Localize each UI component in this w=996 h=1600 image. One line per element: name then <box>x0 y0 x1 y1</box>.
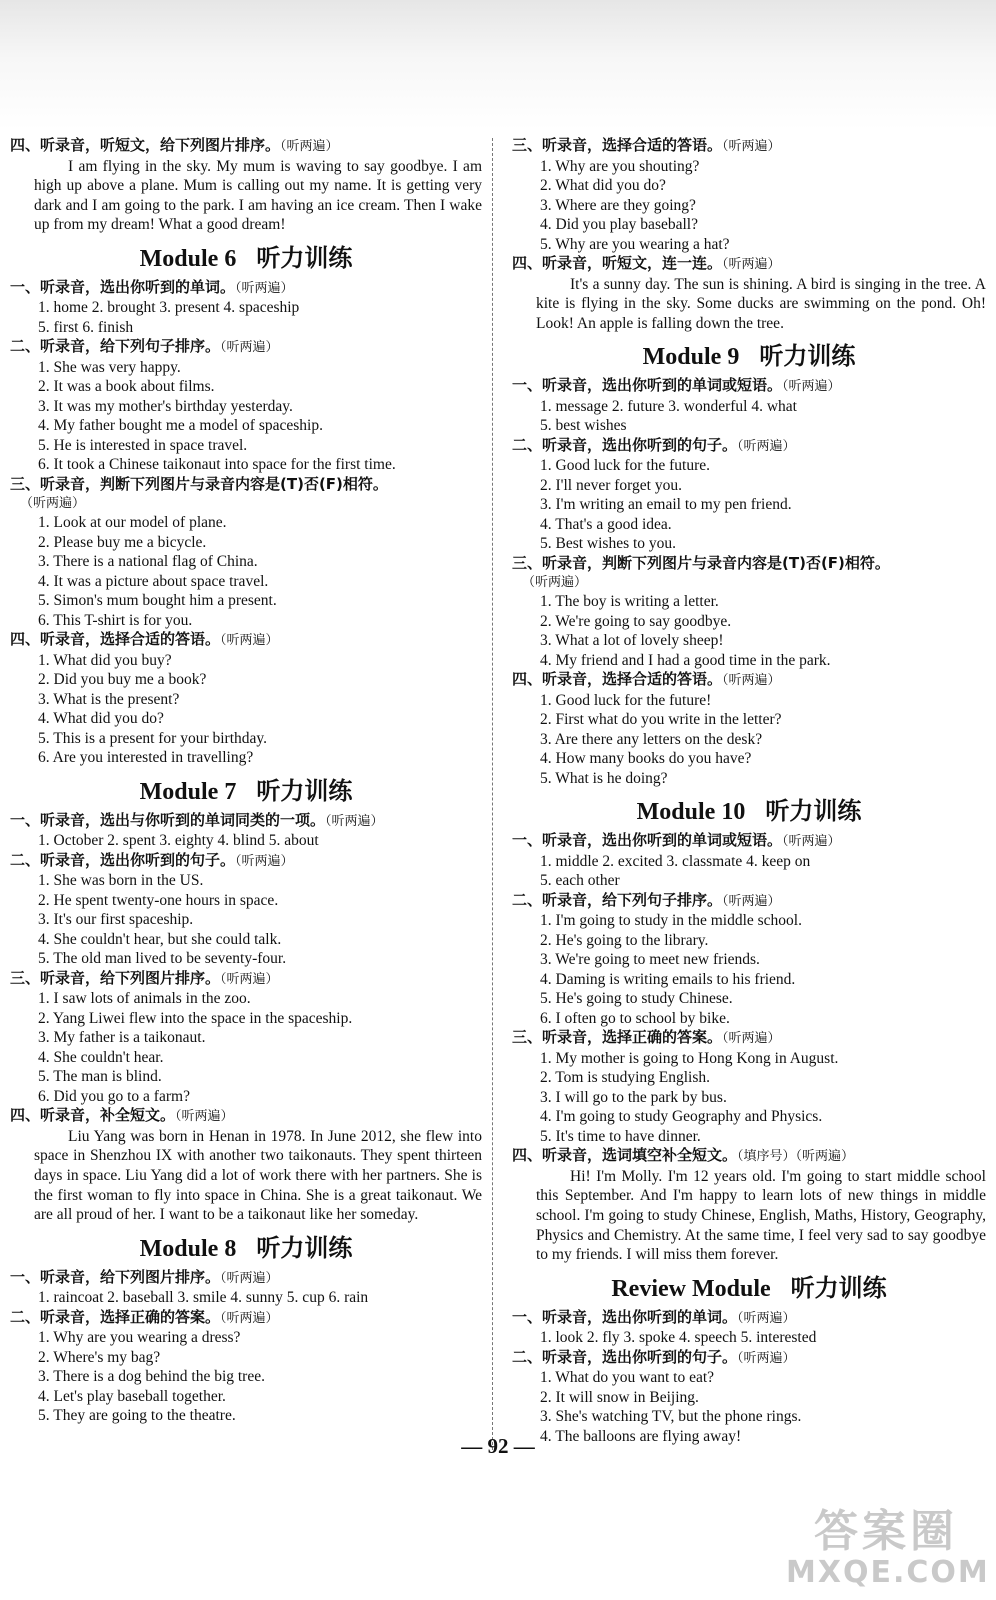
list-item: 2. It was a book about films. <box>38 378 215 396</box>
passage-text: Liu Yang was born in Henan in 1978. In June 2012, she flew into space in Shenzhou IX with another two taikonauts. They spent thirteen days in space. Liu Yang did a lot of work there with her partners. She is the first woman to fly into space in China. She is a great taikonaut. We are all proud of her. I want to be a taikonaut like her someday. <box>34 1127 482 1224</box>
section-instruction <box>512 891 986 912</box>
list-item: 2. He's going to the library. <box>540 931 709 949</box>
list-item: 3. She's watching TV, but the phone rings. <box>540 1408 802 1426</box>
list-item: 3. What a lot of lovely sheep! <box>540 632 724 650</box>
instruction-note: （听两遍） <box>220 633 279 649</box>
list-item: 1. I saw lots of animals in the zoo. <box>38 990 251 1008</box>
list-item: 4. That's a good idea. <box>540 515 672 533</box>
list-item: 1. Good luck for the future! <box>540 691 712 709</box>
section-instruction <box>512 254 986 275</box>
instruction-text: 一、听录音，给下列图片排序。 <box>10 1267 221 1286</box>
list-item: 4. My father bought me a model of spaceship. <box>38 417 323 435</box>
list-item: 1. look 2. fly 3. spoke 4. speech 5. interested <box>540 1329 817 1347</box>
list-item: 1. raincoat 2. baseball 3. smile 4. sunny 5. cup 6. rain <box>38 1289 369 1307</box>
module-subtitle: 听力训练 <box>256 776 353 805</box>
module-subtitle: 听力训练 <box>759 342 856 371</box>
list-item: 1. message 2. future 3. wonderful 4. what <box>540 397 797 415</box>
passage-text: I am flying in the sky. My mum is waving to say goodbye. I am high up above a plane. Mum is calling out my name. It is getting very dark and I am going to the park. I am having an ice cream. Then I wake up from my dream! What a good dream! <box>34 157 482 234</box>
module-subtitle: 听力训练 <box>256 243 353 272</box>
watermark-logo <box>786 1506 990 1594</box>
instruction-text: 三、听录音，选择正确的答案。 <box>512 1028 723 1047</box>
list-item: 5. This is a present for your birthday. <box>38 729 268 747</box>
instruction-note: （听两遍） <box>722 1031 781 1047</box>
list-item: 2. Where's my bag? <box>38 1348 161 1366</box>
section-instruction <box>512 136 986 157</box>
instruction-text: 四、听录音，听短文，给下列图片排序。 <box>10 136 281 154</box>
module-subtitle: 听力训练 <box>765 797 862 826</box>
instruction-note: （听两遍） <box>20 496 86 512</box>
list-item: 1. Good luck for the future. <box>540 457 711 475</box>
section-instruction <box>512 436 986 457</box>
module-title: Review Module <box>611 1275 771 1302</box>
module-heading <box>512 339 986 374</box>
module-heading <box>10 1231 482 1266</box>
list-item: 4. She couldn't hear, but she could talk. <box>38 930 282 948</box>
instruction-text: 四、听录音，选择合适的答语。 <box>10 630 221 649</box>
list-item: 1. Why are you wearing a dress? <box>38 1329 241 1347</box>
left-column <box>10 136 482 1426</box>
instruction-note: （听两遍） <box>220 340 279 356</box>
section-instruction <box>512 554 986 574</box>
instruction-text: 二、听录音，选出你听到的句子。 <box>10 850 236 869</box>
list-item: 3. Are there any letters on the desk? <box>540 730 763 748</box>
page-number: — 92 — <box>461 1434 535 1458</box>
list-item: 3. There is a national flag of China. <box>38 553 258 571</box>
list-item: 3. It's our first spaceship. <box>38 911 194 929</box>
list-item: 2. What did you do? <box>540 177 666 194</box>
list-item: 2. It will snow in Beijing. <box>540 1388 699 1406</box>
list-item: 3. Where are they going? <box>540 196 696 214</box>
instruction-note: （听两遍） <box>220 971 279 987</box>
instruction-text: 四、听录音，选词填空补全短文。 <box>512 1146 738 1165</box>
instruction-note: （听两遍） <box>220 1270 279 1286</box>
list-item: 2. Did you buy me a book? <box>38 671 207 689</box>
list-item: 1. home 2. brought 3. present 4. spaceship <box>38 299 300 317</box>
list-item: 1. What did you buy? <box>38 651 172 669</box>
list-item: 2. First what do you write in the letter? <box>540 711 782 729</box>
list-item: 1. What do you want to eat? <box>540 1369 715 1387</box>
list-item: 6. It took a Chinese taikonaut into space for the first time. <box>38 456 396 474</box>
list-item: 5. It's time to have dinner. <box>540 1127 701 1145</box>
list-item: 1. Why are you shouting? <box>540 157 700 175</box>
list-item: 4. Did you play baseball? <box>540 216 698 233</box>
module-title: Module 8 <box>139 1235 237 1262</box>
instruction-note: （听两遍） <box>722 139 781 154</box>
module-heading <box>512 1271 986 1306</box>
list-item: 1. The boy is writing a letter. <box>540 593 719 611</box>
instruction-text: 一、听录音，选出与你听到的单词同类的一项。 <box>10 810 326 829</box>
list-item: 5. The man is blind. <box>38 1068 162 1086</box>
list-item: 5. Simon's mum bought him a present. <box>38 592 277 610</box>
instruction-text: 二、听录音，选择正确的答案。 <box>10 1307 221 1326</box>
list-item: 4. Daming is writing emails to his friend. <box>540 970 796 988</box>
list-item: 3. We're going to meet new friends. <box>540 951 760 969</box>
instruction-text: 四、听录音，听短文，连一连。 <box>512 254 723 272</box>
scan-top-shading <box>0 0 996 130</box>
instruction-text: 二、听录音，选出你听到的句子。 <box>512 435 738 454</box>
list-item: 2. We're going to say goodbye. <box>540 612 732 630</box>
section-instruction <box>512 376 986 397</box>
instruction-text: 二、听录音，选出你听到的句子。 <box>512 1347 738 1366</box>
section-instruction <box>10 136 482 157</box>
list-item: 1. I'm going to study in the middle school. <box>540 912 802 930</box>
list-item: 1. October 2. spent 3. eighty 4. blind 5. about <box>38 832 319 850</box>
instruction-text: 四、听录音，补全短文。 <box>10 1106 176 1125</box>
module-title: Module 10 <box>636 799 746 826</box>
instruction-text: 二、听录音，给下列句子排序。 <box>10 337 221 356</box>
instruction-note: （听两遍） <box>722 893 781 909</box>
list-item: 5. Why are you wearing a hat? <box>540 235 730 253</box>
list-item: 1. middle 2. excited 3. classmate 4. keep on <box>540 852 811 870</box>
list-item: 5. best wishes <box>540 417 627 435</box>
list-item: 5. The old man lived to be seventy-four. <box>38 950 287 968</box>
section-instruction <box>10 630 482 651</box>
instruction-note: （听两遍） <box>325 813 384 829</box>
passage-text: It's a sunny day. The sun is shining. A bird is singing in the tree. A kite is flying in the sky. Some ducks are swimming on the pond. Oh! Look! An apple is falling down the tree. <box>536 275 986 332</box>
list-item: 5. first 6. finish <box>38 318 134 336</box>
list-item: 3. I'm writing an email to my pen friend. <box>540 496 792 514</box>
list-item: 4. My friend and I had a good time in the park. <box>540 651 831 669</box>
module-subtitle: 听力训练 <box>256 1233 353 1262</box>
list-item: 4. She couldn't hear. <box>38 1048 164 1066</box>
section-instruction <box>10 811 482 832</box>
section-instruction <box>512 831 986 852</box>
instruction-note: （听两遍） <box>782 379 841 395</box>
list-item: 5. He's going to study Chinese. <box>540 990 733 1008</box>
list-item: 4. Let's play baseball together. <box>38 1387 226 1405</box>
instruction-note: （听两遍） <box>522 575 588 591</box>
instruction-note: （听两遍） <box>722 257 781 272</box>
instruction-note: （听两遍） <box>782 834 841 850</box>
list-item: 2. Yang Liwei flew into the space in the spaceship. <box>38 1009 353 1027</box>
list-item: 3. It was my mother's birthday yesterday. <box>38 397 293 415</box>
list-item: 4. What did you do? <box>38 710 164 728</box>
column-divider <box>492 138 493 1450</box>
module-title: Module 9 <box>642 344 740 371</box>
list-item: 1. She was very happy. <box>38 358 181 376</box>
section-instruction <box>512 1146 986 1167</box>
list-item: 1. Look at our model of plane. <box>38 514 227 532</box>
list-item: 3. My father is a taikonaut. <box>38 1029 206 1047</box>
list-item: 5. each other <box>540 872 620 890</box>
instruction-note: （听两遍） <box>280 139 339 154</box>
instruction-text: 三、听录音，给下列图片排序。 <box>10 968 221 987</box>
section-instruction <box>10 1106 482 1127</box>
instruction-note: （听两遍） <box>220 1310 279 1326</box>
list-item: 3. What is the present? <box>38 690 180 708</box>
list-item: 5. He is interested in space travel. <box>38 436 248 454</box>
passage-text: Hi! I'm Molly. I'm 12 years old. I'm going to start middle school this September. And I'm happy to learn lots of new things in middle school. I'm going to study Chinese, English, Maths, History, Geography, Physics and Chemistry. At the same time, I feel very sad to say goodbye to my friends. I will miss them forever. <box>536 1167 986 1264</box>
instruction-text: 一、听录音，选出你听到的单词。 <box>10 277 236 296</box>
list-item: 6. This T-shirt is for you. <box>38 611 193 629</box>
list-item: 4. How many books do you have? <box>540 750 752 768</box>
list-item: 6. I often go to school by bike. <box>540 1009 730 1027</box>
list-item: 4. The balloons are flying away! <box>540 1427 742 1445</box>
instruction-text: 三、听录音，判断下列图片与录音内容是(T)否(F)相符。 <box>512 553 890 572</box>
list-item: 3. I will go to the park by bus. <box>540 1088 727 1106</box>
list-item: 1. My mother is going to Hong Kong in August. <box>540 1049 839 1067</box>
module-heading <box>10 774 482 809</box>
list-item: 5. Best wishes to you. <box>540 535 677 553</box>
instruction-note: （听两遍） <box>737 1350 796 1366</box>
list-item: 3. There is a dog behind the big tree. <box>38 1368 265 1386</box>
list-item: 2. I'll never forget you. <box>540 476 682 494</box>
section-instruction <box>512 670 986 691</box>
section-instruction <box>10 851 482 872</box>
instruction-text: 一、听录音，选出你听到的单词或短语。 <box>512 831 783 850</box>
watermark-url: MXQE.COM <box>786 1555 990 1590</box>
list-item: 2. He spent twenty-one hours in space. <box>38 891 279 909</box>
module-heading <box>10 241 482 276</box>
instruction-text: 三、听录音，选择合适的答语。 <box>512 136 723 154</box>
instruction-text: 一、听录音，选出你听到的单词或短语。 <box>512 376 783 395</box>
instruction-note: （听两遍） <box>737 438 796 454</box>
instruction-note: （听两遍） <box>737 1310 796 1326</box>
instruction-note: （填序号）（听两遍） <box>737 1149 855 1165</box>
instruction-text: 四、听录音，选择合适的答语。 <box>512 670 723 689</box>
instruction-text: 三、听录音，判断下列图片与录音内容是(T)否(F)相符。 <box>10 474 388 493</box>
section-instruction <box>10 278 482 299</box>
section-instruction <box>10 337 482 358</box>
section-instruction <box>10 969 482 990</box>
module-title: Module 6 <box>139 245 237 272</box>
list-item: 6. Are you interested in travelling? <box>38 749 254 767</box>
instruction-note: （听两遍） <box>722 673 781 689</box>
list-item: 2. Tom is studying English. <box>540 1069 711 1087</box>
list-item: 1. She was born in the US. <box>38 872 204 890</box>
module-subtitle: 听力训练 <box>790 1273 887 1302</box>
instruction-note: （听两遍） <box>235 853 294 869</box>
list-item: 2. Please buy me a bicycle. <box>38 533 207 551</box>
list-item: 4. It was a picture about space travel. <box>38 572 269 590</box>
section-instruction <box>512 1028 986 1049</box>
section-instruction <box>10 1308 482 1329</box>
right-column <box>512 136 986 1446</box>
section-instruction <box>512 1308 986 1329</box>
module-title: Module 7 <box>139 778 237 805</box>
list-item: 5. What is he doing? <box>540 769 668 787</box>
instruction-text: 二、听录音，给下列句子排序。 <box>512 890 723 909</box>
instruction-text: 一、听录音，选出你听到的单词。 <box>512 1307 738 1326</box>
section-instruction <box>10 475 482 495</box>
instruction-note: （听两遍） <box>235 280 294 296</box>
watermark-text: 答案圈 <box>814 1506 958 1557</box>
instruction-note: （听两遍） <box>175 1109 234 1125</box>
list-item: 4. I'm going to study Geography and Physics. <box>540 1108 823 1126</box>
module-heading <box>512 794 986 829</box>
list-item: 5. They are going to the theatre. <box>38 1407 236 1425</box>
list-item: 6. Did you go to a farm? <box>38 1087 190 1105</box>
section-instruction <box>512 1348 986 1369</box>
section-instruction <box>10 1268 482 1289</box>
